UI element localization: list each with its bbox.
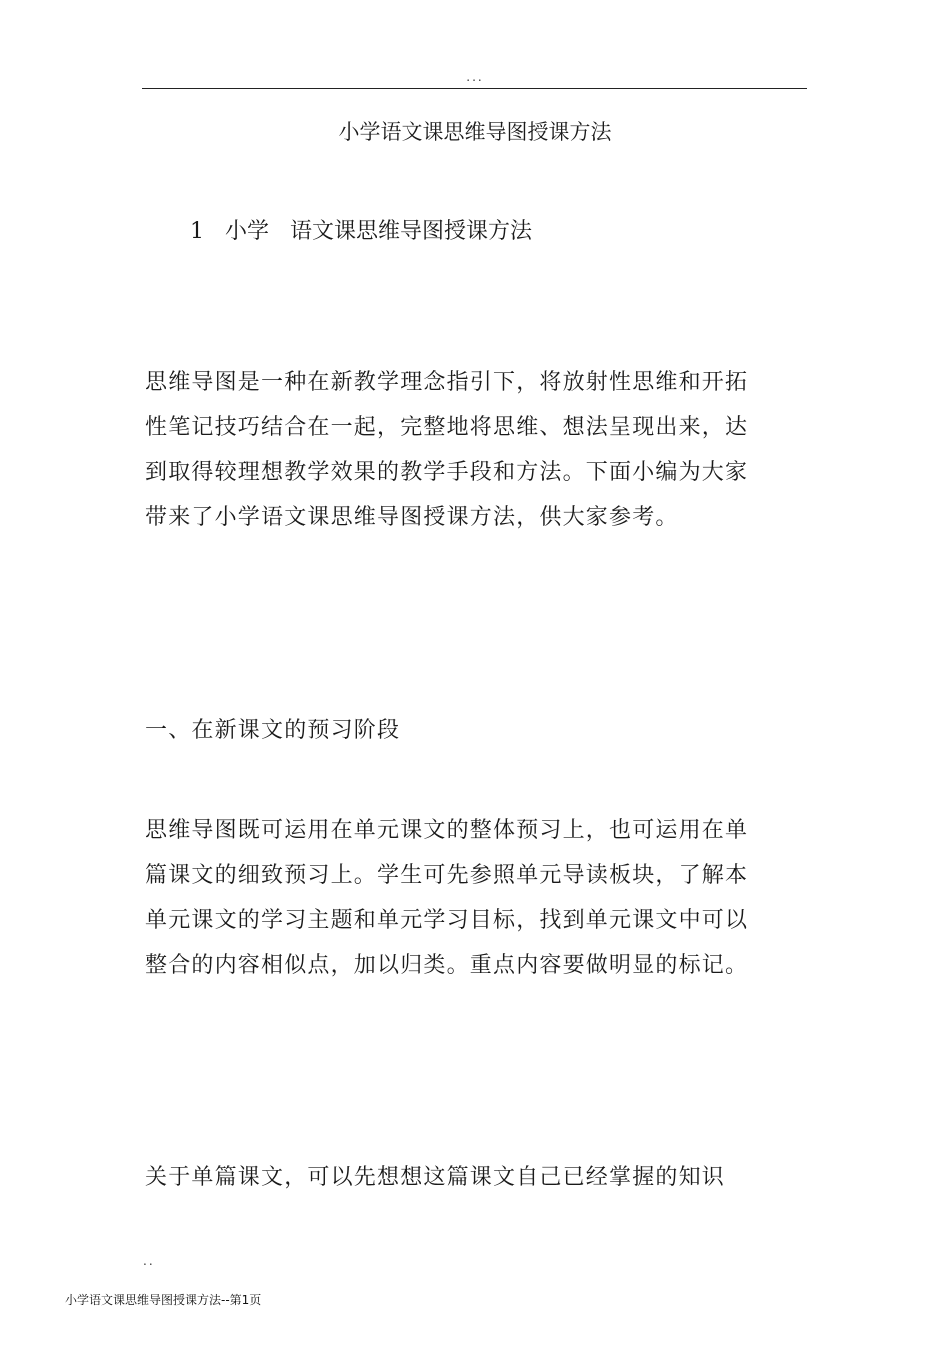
paragraph-line: 性笔记技巧结合在一起，完整地将思维、想法呈现出来，达 [145, 415, 749, 440]
intro-paragraph [145, 360, 749, 540]
paragraph-line: 思维导图既可运用在单元课文的整体预习上，也可运用在单 [145, 818, 749, 843]
paragraph-line: 篇课文的细致预习上。学生可先参照单元导读板块，了解本 [145, 863, 749, 888]
section-paragraph [145, 808, 749, 988]
document-title: 小学语文课思维导图授课方法 [338, 120, 612, 144]
section-heading: 一、在新课文的预习阶段 [145, 718, 401, 743]
last-paragraph [145, 1155, 745, 1200]
paragraph-line: 单元课文的学习主题和单元学习目标，找到单元课文中可以 [145, 908, 749, 933]
header-dots: ... [466, 70, 484, 84]
footer-dots: .. [143, 1254, 155, 1268]
paragraph-line: 到取得较理想教学效果的教学手段和方法。下面小编为大家 [145, 460, 749, 485]
sub-heading: 1 小学 语文课思维导图授课方法 [190, 219, 532, 244]
header-rule [142, 88, 807, 89]
page-footer-label: 小学语文课思维导图授课方法--第1页 [65, 1293, 262, 1307]
paragraph-line: 思维导图是一种在新教学理念指引下，将放射性思维和开拓 [145, 370, 749, 395]
paragraph-line: 关于单篇课文，可以先想想这篇课文自己已经掌握的知识 [145, 1165, 726, 1190]
paragraph-line: 带来了小学语文课思维导图授课方法，供大家参考。 [145, 505, 679, 530]
paragraph-line: 整合的内容相似点，加以归类。重点内容要做明显的标记。 [145, 953, 749, 978]
